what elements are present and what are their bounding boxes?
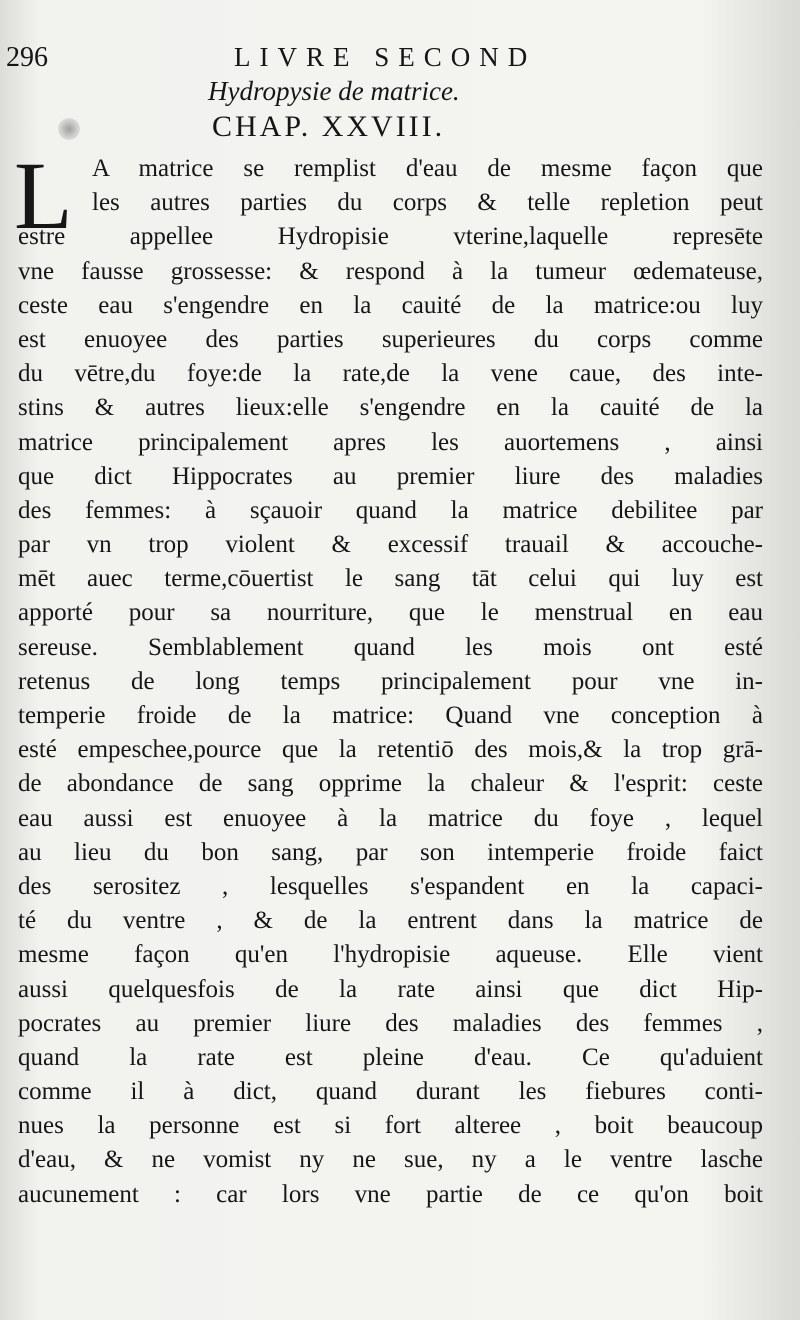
text-line: mesme façon qu'en l'hydropisie aqueuse. Elle vient xyxy=(18,941,763,969)
text-line: sereuse. Semblablement quand les mois ont esté xyxy=(18,633,763,661)
text-line: té du ventre , & de la entrent dans la matrice de xyxy=(18,907,763,935)
text-line: par vn trop violent & excessif trauail & accouche- xyxy=(18,531,763,559)
text-line: ceste eau s'engendre en la cauité de la matrice:ou luy xyxy=(18,291,763,319)
text-line: matrice principalement apres les auortemens , ainsi xyxy=(18,428,763,456)
body-text xyxy=(18,152,763,1212)
text-line: des femmes: à sçauoir quand la matrice debilitee par xyxy=(18,496,763,524)
running-title: LIVRE SECOND xyxy=(234,42,537,72)
chapter-heading: CHAP. XXVIII. xyxy=(212,110,446,143)
text-line: que dict Hippocrates au premier liure des maladies xyxy=(18,462,763,490)
text-line: quand la rate est pleine d'eau. Ce qu'aduient xyxy=(18,1043,763,1071)
text-line: aussi quelquesfois de la rate ainsi que dict Hip- xyxy=(18,975,763,1003)
text-line: de abondance de sang opprime la chaleur & l'esprit: ceste xyxy=(18,770,763,798)
text-line: apporté pour sa nourriture, que le menstrual en eau xyxy=(18,599,763,627)
text-line: vne fausse grossesse: & respond à la tumeur œdemateuse, xyxy=(18,257,763,285)
text-line: les autres parties du corps & telle repletion peut xyxy=(92,189,763,217)
text-line: mēt auec terme,cōuertist le sang tāt celui qui luy est xyxy=(18,565,763,593)
page-number: 296 xyxy=(6,42,48,73)
text-line: esté empeschee,pource que la retentiō des mois,& la trop grā- xyxy=(18,736,763,764)
text-line: eau aussi est enuoyee à la matrice du foye , lequel xyxy=(18,804,763,832)
section-subtitle: Hydropysie de matrice. xyxy=(208,76,460,106)
text-line: temperie froide de la matrice: Quand vne conception à xyxy=(18,702,763,729)
text-line: pocrates au premier liure des maladies des femmes , xyxy=(18,1009,763,1037)
text-line: au lieu du bon sang, par son intemperie froide faict xyxy=(18,838,763,866)
ink-smudge xyxy=(58,118,80,140)
text-line: nues la personne est si fort alteree , boit beaucoup xyxy=(18,1112,763,1140)
text-line: comme il à dict, quand durant les fiebures conti- xyxy=(18,1078,763,1106)
text-line: stins & autres lieux:elle s'engendre en la cauité de la xyxy=(18,394,763,422)
drop-cap: L xyxy=(14,142,73,249)
text-line: est enuoyee des parties superieures du corps comme xyxy=(18,325,763,353)
text-line: estre appellee Hydropisie vterine,laquelle represēte xyxy=(18,223,763,251)
text-line: aucunement : car lors vne partie de ce qu'on boit xyxy=(18,1180,763,1208)
text-line: retenus de long temps principalement pour vne in- xyxy=(18,667,763,695)
text-line: du vētre,du foye:de la rate,de la vene caue, des inte- xyxy=(18,360,763,388)
text-line: des serositez , lesquelles s'espandent en la capaci- xyxy=(18,872,763,900)
text-line: A matrice se remplist d'eau de mesme façon que xyxy=(92,155,763,182)
text-line: d'eau, & ne vomist ny ne sue, ny a le ventre lasche xyxy=(18,1146,763,1174)
